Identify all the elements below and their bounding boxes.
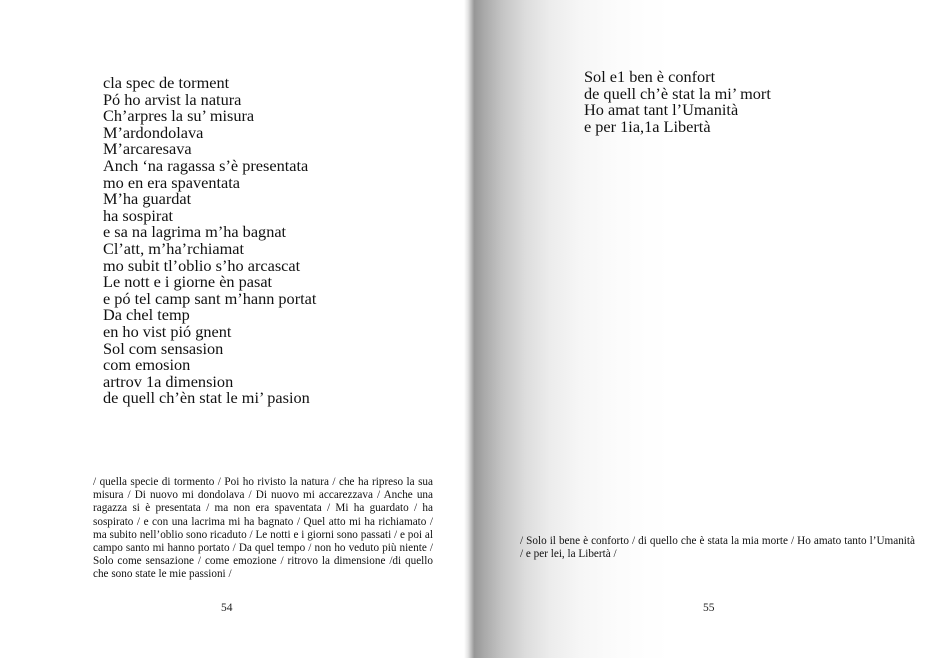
- right-poem: [584, 69, 771, 135]
- left-page: [0, 0, 470, 658]
- poem-line: de quell ch’èn stat le mi’ pasion: [103, 388, 310, 408]
- poem-line: ha sospirat: [103, 205, 174, 225]
- poem-line: Da chel temp: [103, 305, 190, 325]
- poem-line: cla spec de torment: [103, 73, 230, 92]
- poem-line: Ho amat tant l’Umanità: [584, 100, 739, 120]
- left-translation: / quella specie di tormento / Poi ho rivisto la natura / che ha ripreso la sua misura / Di nuovo mi dondolava / Di nuovo mi accarezzava / Anche una ragazza si è presentata / ma non era spaventata / Mi ha guardato / ha sospirato / e con una lacrima mi ha bagnato / Quel atto mi ha richiamato / ma subito nell’oblio sono ricaduto / Le notti e i giorni sono passati / e poi al campo santo mi hanno portato / Da quel tempo / non ho veduto più niente / Solo come sensazione / come emozione / ritrovo la dimensione /di quello che sono state le mie passioni /: [93, 476, 433, 581]
- book-gutter: [464, 0, 474, 658]
- poem-line: Sol e1 ben è confort: [584, 67, 716, 86]
- poem-line: Cl’att, m’ha’rchiamat: [103, 238, 245, 258]
- page-number-left: 54: [221, 602, 233, 614]
- poem-line: en ho vist pió gnent: [103, 321, 232, 341]
- poem-line: Sol com sensasion: [103, 338, 224, 358]
- poem-line: M’ardondolava: [103, 122, 204, 142]
- poem-line: artrov 1a dimension: [103, 371, 234, 391]
- poem-line: Pó ho arvist la natura: [103, 89, 242, 109]
- right-translation: / Solo il bene è conforto / di quello che è stata la mia morte / Ho amato tanto l’Umanità / e per lei, la Libertà /: [520, 535, 915, 561]
- poem-line: com emosion: [103, 355, 191, 375]
- poem-line: mo en era spaventata: [103, 172, 240, 192]
- poem-line: Le nott e i giorne èn pasat: [103, 272, 273, 292]
- page-number-right: 55: [703, 602, 715, 614]
- poem-line: de quell ch’è stat la mi’ mort: [584, 83, 771, 103]
- poem-line: Ch’arpres la su’ misura: [103, 106, 255, 126]
- poem-line: mo subit tl’oblio s’ho arcascat: [103, 255, 301, 275]
- right-page: [470, 0, 945, 658]
- poem-line: e per 1ia,1a Libertà: [584, 116, 711, 136]
- poem-line: M’ha guardat: [103, 189, 192, 209]
- left-poem: [103, 75, 316, 407]
- poem-line: e pó tel camp sant m’hann portat: [103, 288, 317, 308]
- poem-line: Anch ‘na ragassa s’è presentata: [103, 155, 309, 175]
- poem-line: e sa na lagrima m’ha bagnat: [103, 222, 287, 242]
- poem-line: M’arcaresava: [103, 139, 192, 159]
